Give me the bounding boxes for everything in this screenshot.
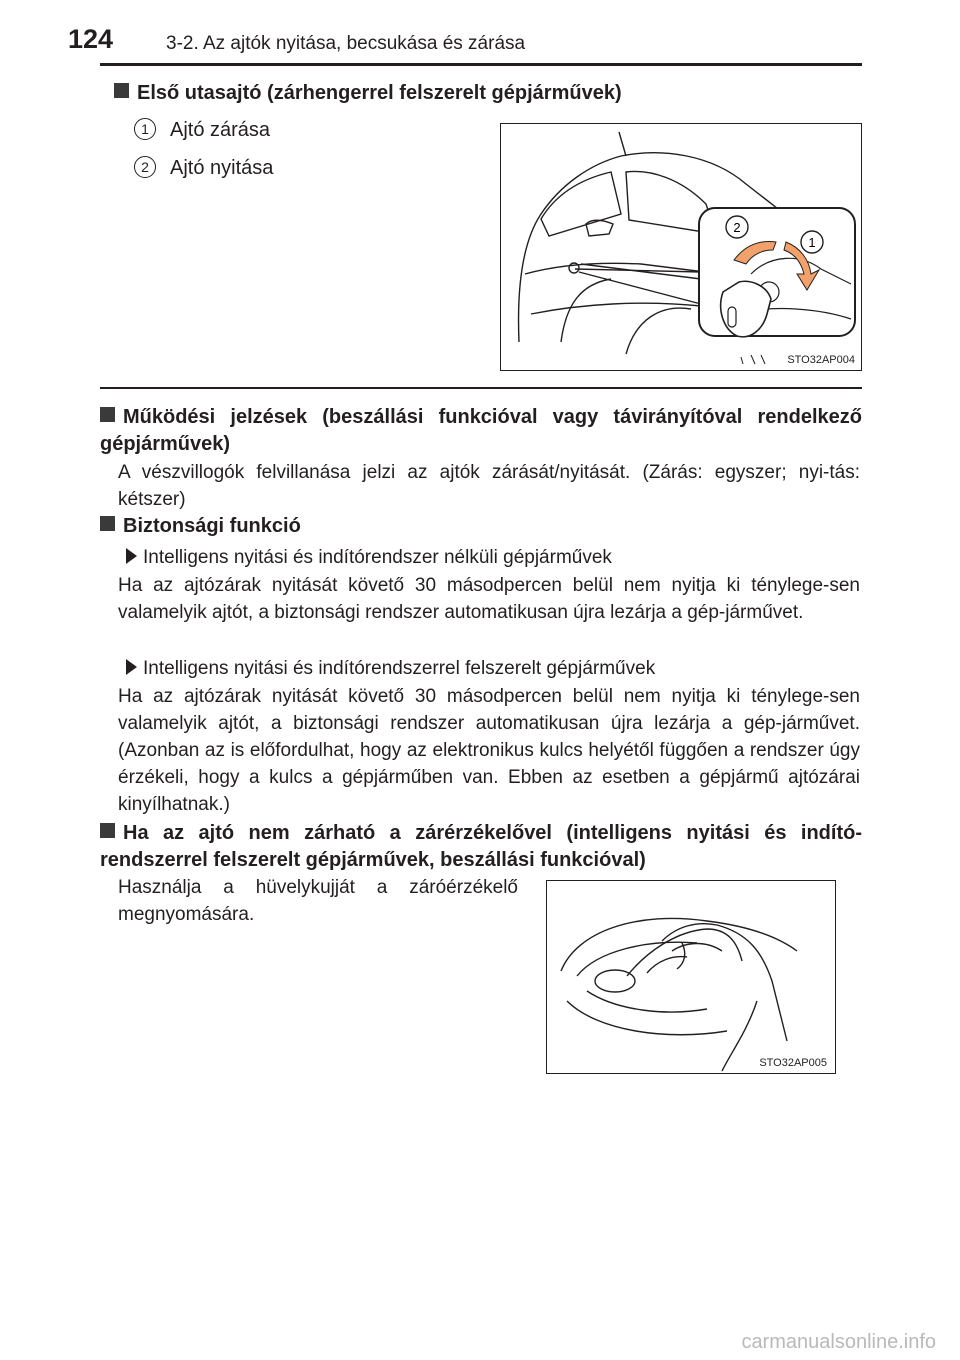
- svg-text:1: 1: [808, 235, 816, 250]
- section-operation-signals: [100, 404, 862, 458]
- subheading-text: Intelligens nyitási és indítórendszer nélküli gépjárművek: [143, 547, 612, 568]
- body-paragraph: Használja a hüvelykujját a záróérzékelő megnyomására.: [118, 877, 518, 925]
- section-front-passenger-door: [114, 80, 622, 107]
- door-handle-illustration: [547, 881, 835, 1073]
- body-paragraph: Ha az ajtózárak nyitását követő 30 másodpercen belül nem nyitja ki ténylege-sen valamelyik ajtót, a biztonsági rendszer automatikusan újra lezárja a gép-járművet. (Azonban az is előfordulhat, hogy az elektronikus kulcs helyétől függően a rendszer úgy érzékeli, hogy a kulcs a gépjárműben van. Ebben az esetben a gépjármű ajtózárai kinyílhatnak.): [118, 686, 860, 815]
- figure-door-handle-thumb: [546, 880, 836, 1074]
- header-rule: [100, 63, 862, 66]
- svg-text:2: 2: [733, 220, 741, 235]
- page-number: 124: [68, 24, 114, 54]
- step-label: Ajtó nyitása: [170, 157, 274, 179]
- triangle-bullet-icon: [126, 659, 137, 675]
- step-item-2: [134, 156, 273, 180]
- figure-car-key-lock: [500, 123, 862, 371]
- circled-number-icon: 2: [134, 156, 156, 178]
- body-paragraph: A vészvillogók felvillanása jelzi az ajtók zárását/nyitását. (Zárás: egyszer; nyi-tás: kétszer): [118, 462, 860, 510]
- square-bullet-icon: [100, 407, 115, 422]
- square-bullet-icon: [100, 516, 115, 531]
- subheading-with-smart-key: [126, 655, 655, 682]
- square-bullet-icon: [100, 823, 115, 838]
- step-item-1: [134, 118, 270, 142]
- watermark: carmanualsonline.info: [741, 1331, 936, 1353]
- triangle-bullet-icon: [126, 548, 137, 564]
- subheading-text: Intelligens nyitási és indítórendszerrel felszerelt gépjárművek: [143, 658, 656, 679]
- body-paragraph: Ha az ajtózárak nyitását követő 30 másodpercen belül nem nyitja ki ténylege-sen valamelyik ajtót, a biztonsági rendszer automatikusan újra lezárja a gép-járművet.: [118, 575, 860, 623]
- section-title: Ha az ajtó nem zárható a zárérzékelővel (intelligens nyitási és indító-rendszerrel felszerelt gépjárművek, beszállási funkcióval): [100, 822, 862, 871]
- square-bullet-icon: [114, 83, 129, 98]
- section-safety-function: [100, 513, 301, 540]
- section-title: Működési jelzések (beszállási funkcióval vagy távirányítóval rendelkező gépjárművek): [100, 406, 862, 455]
- chapter-title: 3-2. Az ajtók nyitása, becsukása és zárása: [166, 33, 526, 54]
- figure-code: STO32AP004: [787, 354, 855, 366]
- circled-number-icon: 1: [134, 118, 156, 140]
- section-lock-sensor-failure: [100, 820, 862, 874]
- section-divider: [100, 387, 862, 389]
- section-title: Biztonsági funkció: [123, 515, 301, 537]
- car-door-illustration: [501, 124, 861, 370]
- section-title: Első utasajtó (zárhengerrel felszerelt gépjárművek): [137, 82, 622, 104]
- step-label: Ajtó zárása: [170, 119, 271, 141]
- subheading-without-smart-key: [126, 544, 612, 571]
- figure-code: STO32AP005: [759, 1057, 827, 1069]
